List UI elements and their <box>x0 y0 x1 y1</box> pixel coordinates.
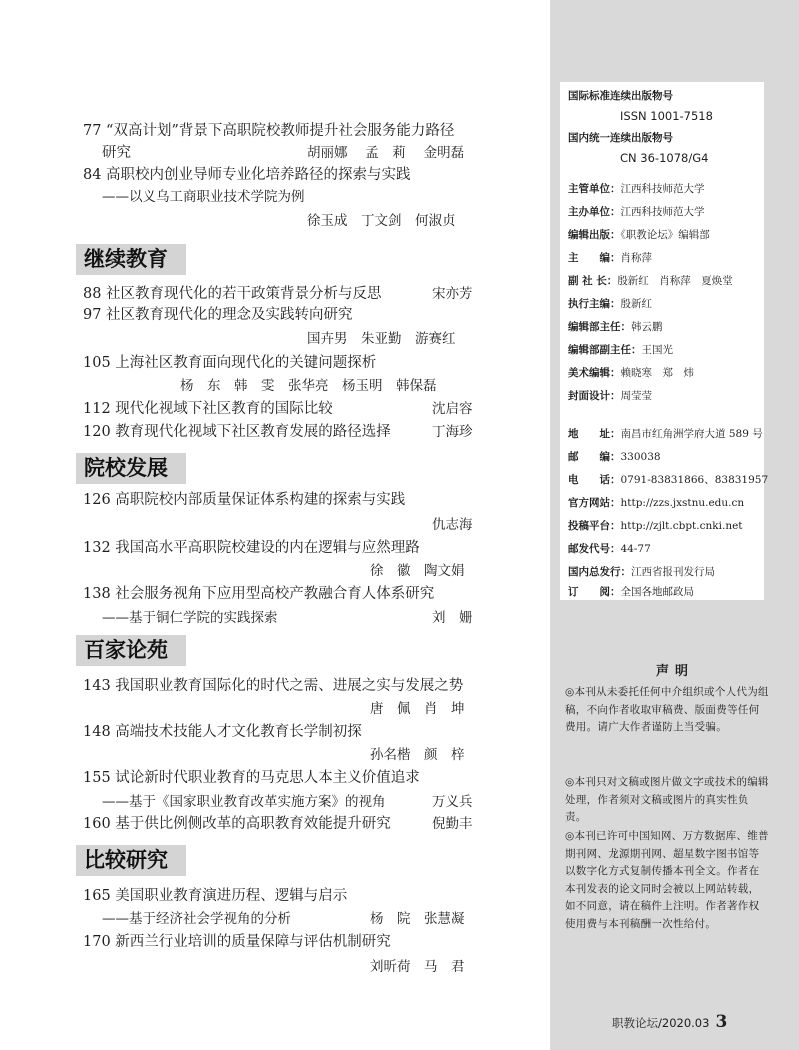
toc-entry-subtitle: ——以义乌工商职业技术学院为例 <box>102 189 305 205</box>
section-heading: 继续教育 <box>76 244 186 275</box>
notice-title: 声明 <box>655 664 694 679</box>
info-row: 封面设计：周莹莹 <box>568 390 652 402</box>
info-row: 编辑部主任：韩云鹏 <box>568 321 663 333</box>
cn-label: 国内统一连续出版物号 <box>568 132 673 144</box>
toc-entry-title: 77 “双高计划”背景下高职院校教师提升社会服务能力路径 <box>83 123 455 139</box>
toc-entry-authors: 仇志海 <box>432 517 473 533</box>
contact-row: 电 话：0791-83831866、83831957 <box>568 474 769 486</box>
notice-paragraph: ◎本刊从未委托任何中介组织或个人代为组稿，不向作者收取审稿费、版面费等任何费用。请广大作者谨防上当受骗。 <box>565 686 769 733</box>
contact-row: 投稿平台：http://zjlt.cbpt.cnki.net <box>568 520 743 532</box>
toc-entry-title: 143 我国职业教育国际化的时代之需、进展之实与发展之势 <box>83 678 464 694</box>
toc-entry-authors: 刘昕荷 马 君 <box>370 959 465 975</box>
toc-entry-authors: 杨 东 韩 雯 张华亮 杨玉明 韩保磊 <box>180 378 437 394</box>
toc-entry-authors: 徐玉成 丁文剑 何淑贞 <box>307 213 456 229</box>
toc-entry-title: 97 社区教育现代化的理念及实践转向研究 <box>83 307 353 323</box>
toc-entry-authors: 万义兵 <box>432 794 473 810</box>
info-row: 编辑部副主任：王国光 <box>568 344 673 356</box>
toc-entry-title: 138 社会服务视角下应用型高校产教融合育人体系研究 <box>83 586 435 602</box>
contact-row: 邮 编：330038 <box>568 451 661 463</box>
contact-row: 订 阅：全国各地邮政局 <box>568 586 694 598</box>
page-number: 3 <box>715 1012 728 1032</box>
toc-entry-title: 126 高职院校内部质量保证体系构建的探索与实践 <box>83 492 406 508</box>
info-row: 主管单位：江西科技师范大学 <box>568 183 705 195</box>
toc-entry-authors: 杨 院 张慧凝 <box>370 911 465 927</box>
notice-paragraph: ◎本刊已许可中国知网、万方数据库、维普期刊网、龙源期刊网、超星数字图书馆等以数字化方式复制传播本刊全文。作者在本刊发表的论文同时会被以上网站转载，如不同意，请在稿件上注明。作者著作权使用费与本刊稿酬一次性给付。 <box>565 830 769 930</box>
toc-entry-subtitle: ——基于经济社会学视角的分析 <box>102 911 291 927</box>
toc-entry-authors: 徐 徽 陶文娟 <box>370 563 465 579</box>
cn-number: CN 36-1078/G4 <box>620 151 709 165</box>
notice-paragraph: ◎本刊只对文稿或图片做文字或技术的编辑处理，作者须对文稿或图片的真实性负责。 <box>565 776 769 823</box>
publication-info-box <box>560 82 769 600</box>
toc-entry-authors: 胡丽娜 孟 莉 金明磊 <box>307 145 465 161</box>
toc-entry-authors: 刘 姗 <box>432 610 473 626</box>
toc-entry-title: 165 美国职业教育演进历程、逻辑与启示 <box>83 888 348 904</box>
contact-row: 地 址：南昌市红角洲学府大道 589 号 <box>568 428 763 440</box>
info-row: 执行主编：殷新红 <box>568 298 652 310</box>
toc-entry-subtitle: ——基于铜仁学院的实践探索 <box>102 610 278 626</box>
issn-label: 国际标准连续出版物号 <box>568 90 673 102</box>
toc-entry-subtitle: ——基于《国家职业教育改革实施方案》的视角 <box>102 794 386 810</box>
info-row: 主办单位：江西科技师范大学 <box>568 206 705 218</box>
toc-entry-title: 160 基于供比例侧改革的高职教育效能提升研究 <box>83 816 391 832</box>
contact-row: 邮发代号：44-77 <box>568 543 651 555</box>
contact-row: 官方网站：http://zzs.jxstnu.edu.cn <box>568 497 745 509</box>
section-heading: 比较研究 <box>76 845 186 876</box>
toc-entry-authors: 沈启容 <box>432 401 473 417</box>
info-row: 主 编：肖称萍 <box>568 252 652 264</box>
section-heading: 百家论苑 <box>76 635 186 666</box>
journal-issue: 职教论坛/2020.03 <box>612 1016 710 1030</box>
toc-entry-authors: 国卉男 朱亚勤 游赛红 <box>307 331 456 347</box>
toc-entry-title-cont: 研究 <box>102 145 131 161</box>
toc-entry-authors: 唐 佩 肖 坤 <box>370 701 465 717</box>
toc-entry-title: 120 教育现代化视域下社区教育发展的路径选择 <box>83 424 391 440</box>
page-footer <box>612 1012 727 1032</box>
info-row: 副 社 长：殷新红 肖称萍 夏焕堂 <box>568 275 733 287</box>
toc-entry-title: 112 现代化视域下社区教育的国际比较 <box>83 401 333 417</box>
info-row: 美术编辑：赖晓寒 郑 炜 <box>568 367 694 379</box>
toc-entry-title: 84 高职校内创业导师专业化培养路径的探索与实践 <box>83 167 411 183</box>
toc-entry-title: 132 我国高水平高职院校建设的内在逻辑与应然理路 <box>83 540 420 556</box>
toc-entry-authors: 宋亦芳 <box>432 286 473 302</box>
section-heading: 院校发展 <box>76 453 186 484</box>
info-row: 编辑出版：《职教论坛》编辑部 <box>568 229 710 241</box>
toc-entry-authors: 倪勤丰 <box>432 816 473 832</box>
issn-number: ISSN 1001-7518 <box>620 109 713 123</box>
toc-entry-title: 105 上海社区教育面向现代化的关键问题探析 <box>83 355 377 371</box>
toc-entry-authors: 孙名楷 颜 梓 <box>370 747 465 763</box>
toc-entry-title: 170 新西兰行业培训的质量保障与评估机制研究 <box>83 934 391 950</box>
contact-row: 国内总发行：江西省报刊发行局 <box>568 566 715 578</box>
toc-entry-title: 148 高端技术技能人才文化教育长学制初探 <box>83 724 362 740</box>
toc-entry-title: 88 社区教育现代化的若干政策背景分析与反思 <box>83 286 382 302</box>
toc-entry-title: 155 试论新时代职业教育的马克思人本主义价值追求 <box>83 770 420 786</box>
toc-entry-authors: 丁海珍 <box>432 424 473 440</box>
